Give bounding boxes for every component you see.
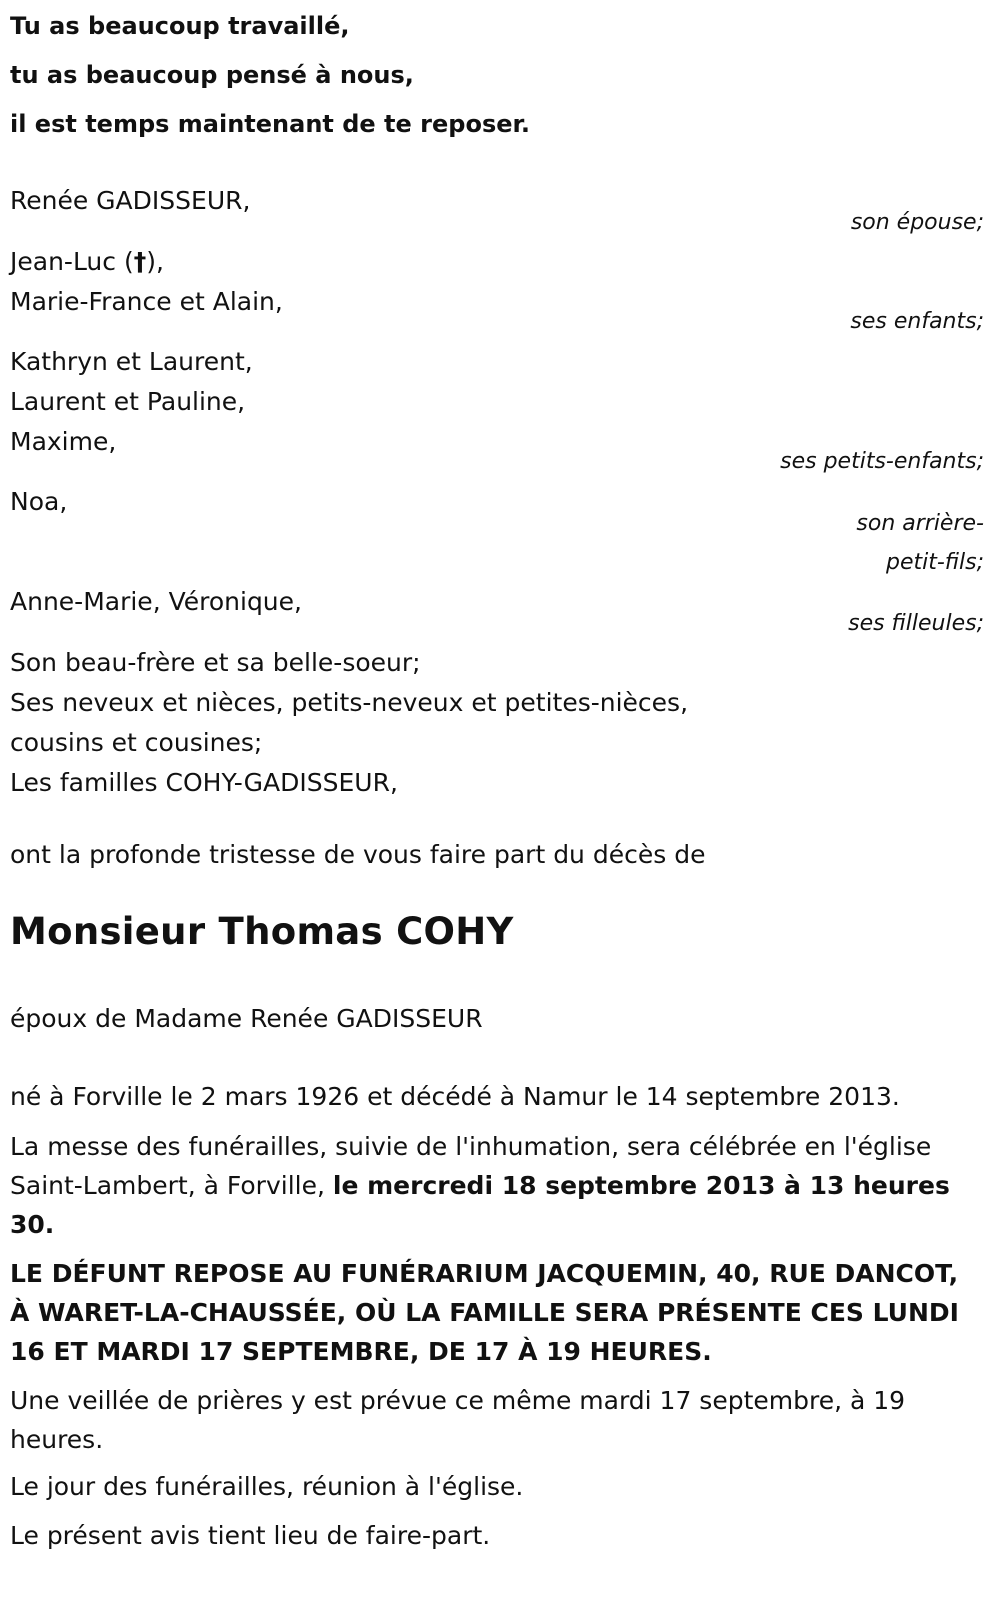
notice-paragraph: Le présent avis tient lieu de faire-part. (10, 1521, 491, 1550)
vigil-paragraph: Une veillée de prières y est prévue ce même mardi 17 septembre, à 19 heures. (10, 1386, 906, 1454)
spouse-name: Renée GADISSEUR, (10, 186, 251, 215)
deceased-name: Monsieur Thomas COHY (10, 910, 514, 953)
mass-date: le mercredi 18 septembre 2013 à 13 heures 30. (10, 1171, 950, 1239)
poem (10, 2, 970, 149)
grandchild-name-1: Kathryn et Laurent, (10, 347, 253, 376)
poem-line-2: tu as beaucoup pensé à nous, (10, 61, 414, 89)
others-line-2: Ses neveux et nièces, petits-neveux et petites-nièces, (10, 688, 689, 717)
cross-icon: † (133, 247, 147, 276)
family-group-great-grandchild (10, 482, 990, 575)
birth-death-text: né à Forville le 2 mars 1926 et décédé à Namur le 14 septembre 2013. (10, 1082, 900, 1111)
grandchildren-relation: ses petits-enfants; (780, 449, 984, 474)
great-grandchild-relation-2: petit-fils; (885, 550, 984, 575)
others-line-4: Les familles COHY-GADISSEUR, (10, 768, 398, 797)
great-grandchild-relation-1: son arrière- (856, 511, 984, 536)
spouse-relation: son épouse; (850, 210, 984, 235)
great-grandchild-name: Noa, (10, 487, 68, 516)
poem-line-1: Tu as beaucoup travaillé, (10, 12, 350, 40)
family-group-goddaughters (10, 582, 990, 636)
family-group-others (10, 643, 990, 803)
poem-line-3: il est temps maintenant de te reposer. (10, 110, 531, 138)
mass-paragraph (10, 1127, 960, 1244)
goddaughters-relation: ses filleules; (848, 611, 984, 636)
grandchild-name-3: Maxime, (10, 427, 117, 456)
child-name-2: Marie-France et Alain, (10, 287, 283, 316)
others-line-1: Son beau-frère et sa belle-soeur; (10, 648, 421, 677)
mass-text: La messe des funérailles, suivie de l'inhumation, sera célébrée en l'église Saint-Lambert, à Forville, (10, 1132, 932, 1200)
announcement-text: ont la profonde tristesse de vous faire part du décès de (10, 840, 706, 869)
spouse-of-text: époux de Madame Renée GADISSEUR (10, 1004, 483, 1033)
family-group-children (10, 242, 990, 334)
obituary-page (0, 2, 984, 797)
children-relation: ses enfants; (850, 309, 984, 334)
child-name-1: Jean-Luc (†), (10, 247, 164, 276)
grandchild-name-2: Laurent et Pauline, (10, 387, 246, 416)
meeting-paragraph: Le jour des funérailles, réunion à l'église. (10, 1472, 524, 1501)
funerarium-paragraph: LE DÉFUNT REPOSE AU FUNÉRARIUM JACQUEMIN, 40, RUE DANCOT, À WARET-LA-CHAUSSÉE, OÙ LA FAMILLE SERA PRÉSENTE CES LUNDI 16 ET MARDI 17 SEPTEMBRE, DE 17 À 19 HEURES. (10, 1259, 959, 1366)
goddaughters-names: Anne-Marie, Véronique, (10, 587, 302, 616)
family-group-grandchildren (10, 342, 990, 474)
others-line-3: cousins et cousines; (10, 728, 263, 757)
